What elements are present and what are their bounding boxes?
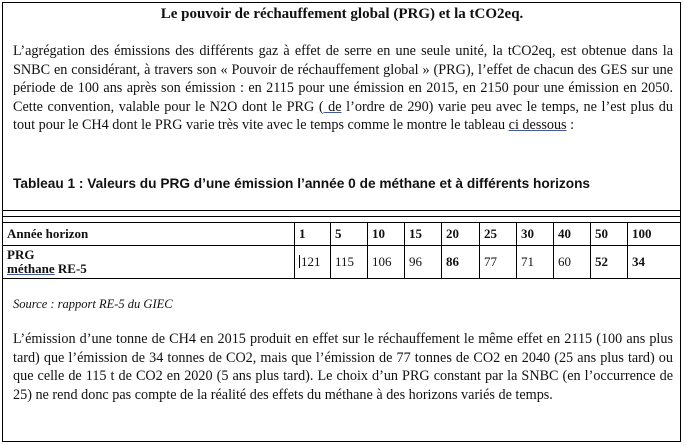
intro-paragraph (13, 42, 673, 135)
value-cell[interactable]: 52 (591, 246, 628, 279)
horizon-cell: 100 (628, 223, 681, 246)
source-caption: Source : rapport RE-5 du GIEC (13, 297, 173, 311)
value-cell[interactable]: 106 (368, 246, 405, 279)
horizon-cell: 40 (554, 223, 591, 246)
prg-table (2, 222, 681, 279)
table-header-row (3, 223, 681, 246)
document-title: Le pouvoir de réchauffement global (PRG) et la tCO2eq. (160, 6, 524, 22)
intro-text-3: : (566, 117, 575, 133)
horizon-cell: 15 (405, 223, 442, 246)
value-cell[interactable]: 77 (480, 246, 517, 279)
row-label-suffix: RE-5 (54, 261, 87, 276)
divider-top-2 (2, 216, 680, 217)
row-label-cell (3, 246, 295, 279)
value-cell[interactable]: 71 (517, 246, 554, 279)
horizon-cell: 20 (442, 223, 480, 246)
value-cell[interactable]: 115 (331, 246, 368, 279)
horizon-cell: 30 (517, 223, 554, 246)
value-cell[interactable]: 34 (628, 246, 681, 279)
horizon-cell: 5 (331, 223, 368, 246)
row-label-methane (7, 262, 290, 276)
horizon-cell: 1 (295, 223, 331, 246)
value-cell[interactable] (295, 246, 331, 279)
intro-underlined-ci-dessous: ci dessous (508, 117, 567, 133)
conclusion-paragraph: L’émission d’une tonne de CH4 en 2015 produit en effet sur le réchauffement le même effet en 2115 (100 ans plus tard) que l’émission de 34 tonnes de CO2, mais que l’émission de 77 tonnes de CO2 en 2040 (25 ans plus tard) ou que celle de 115 t de CO2 en 2020 (5 ans plus tard). Le choix d’un PRG constant par la SNBC (en l’occurrence de 25) ne rend donc pas compte de la réalité des effets du méthane à des horizons variés de temps. (13, 331, 673, 403)
text-cursor (299, 255, 300, 268)
intro-text-2: l’ordre de 290) varie peu avec le temps, ne l’est plus du tout pour le CH4 dont le PRG varie très vite avec le temps comme le montre le tableau (13, 98, 673, 133)
row-label-methane-word: méthane (7, 261, 55, 276)
horizon-cell: 50 (591, 223, 628, 246)
value-cell[interactable]: 86 (442, 246, 480, 279)
intro-underlined-de: ( de (318, 98, 342, 115)
header-label-cell: Année horizon (3, 223, 295, 246)
row-label-prg: PRG (7, 247, 35, 262)
table-value-row (3, 246, 681, 279)
horizon-cell: 25 (480, 223, 517, 246)
table-title: Tableau 1 : Valeurs du PRG d’une émission l’année 0 de méthane et à différents horizons (13, 176, 591, 191)
value-text: 121 (301, 254, 321, 269)
horizon-cell: 10 (368, 223, 405, 246)
intro-text-1: L’agrégation des émissions des différents gaz à effet de serre en une seule unité, la tCO2eq, est obtenue dans la SNBC en considérant, à travers son « Pouvoir de réchauffement global » (PRG), l’effet de chacun des GES sur une période de 100 ans après son émission : en 2115 pour une émission en 2015, en 2150 pour une émission en 2050. Cette convention, valable pour le N2O dont le PRG (13, 43, 673, 115)
divider-top (2, 210, 680, 211)
value-cell[interactable]: 60 (554, 246, 591, 279)
value-cell[interactable]: 96 (405, 246, 442, 279)
